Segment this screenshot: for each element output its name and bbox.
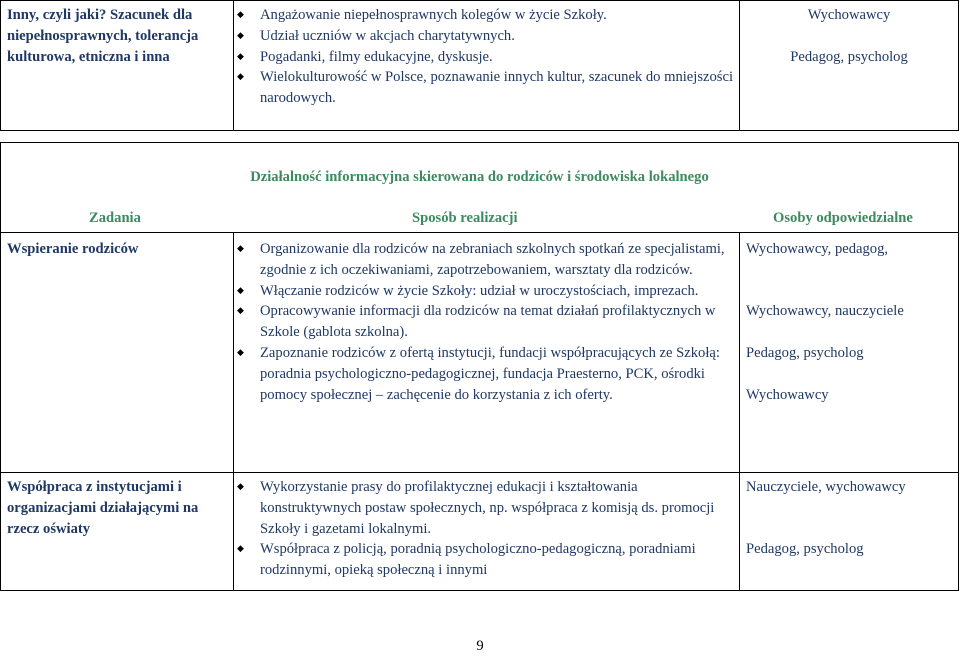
person-entry: Wychowawcy — [746, 386, 829, 403]
list-item: ◆ Udział uczniów w akcjach charytatywnych. — [234, 26, 735, 47]
list-item: ◆ Wielokulturowość w Polsce, poznawanie innych kultur, szacunek do mniejszości narodowych. — [234, 67, 735, 109]
section-title-cell — [1, 143, 959, 233]
top-table — [0, 0, 959, 131]
person-entry: Pedagog, psycholog — [746, 344, 864, 361]
method-cell — [234, 1, 740, 131]
person-entry: Pedagog, psycholog — [790, 48, 908, 65]
page-number: 9 — [476, 638, 484, 654]
section-table — [0, 142, 959, 591]
section-title: Działalność informacyjna skierowana do rodziców i środowiska lokalnego — [250, 169, 709, 186]
person-entry: Pedagog, psycholog — [746, 541, 864, 558]
person-entry: Nauczyciele, wychowawcy — [746, 479, 906, 495]
persons-cell — [740, 233, 959, 473]
persons-cell — [740, 1, 959, 131]
task-cell — [1, 1, 234, 131]
method-list — [234, 239, 733, 405]
task-cell — [1, 233, 234, 473]
person-entry: Wychowawcy, pedagog, — [746, 241, 889, 257]
persons-cell — [740, 473, 959, 591]
task-title: Współpraca z instytucjami i organizacjami działającymi na rzecz oświaty — [7, 479, 199, 537]
task-title: Inny, czyli jaki? Szacunek dla niepełnosprawnych, tolerancja kulturowa, etniczna i inna — [7, 7, 199, 65]
person-entry: Wychowawcy, nauczyciele — [746, 303, 904, 320]
header-persons: Osoby odpowiedzialne — [773, 210, 913, 226]
method-cell — [234, 233, 740, 473]
list-item: ◆ Wykorzystanie prasy do profilaktycznej edukacji i kształtowania konstruktywnych postaw społecznych, np. współpraca z komisją ds. promocji Szkoły i gazetami lokalnymi. — [234, 477, 733, 539]
task-title: Wspieranie rodziców — [7, 241, 139, 257]
list-item: ◆ Włączanie rodziców w życie Szkoły: udział w uroczystościach, imprezach. — [234, 281, 733, 302]
list-item: ◆ Współpraca z policją, poradnią psychologiczno-pedagogiczną, poradniami rodzinnymi, opieką społeczną i innymi — [234, 539, 733, 581]
task-cell — [1, 473, 234, 591]
person-entry: Wychowawcy — [807, 7, 891, 23]
header-method: Sposób realizacji — [412, 210, 518, 226]
method-list — [234, 5, 735, 109]
list-item: ◆ Opracowywanie informacji dla rodziców na temat działań profilaktycznych w Szkole (gablota szkolna). — [234, 301, 733, 343]
method-cell — [234, 473, 740, 591]
header-tasks: Zadania — [89, 210, 141, 226]
list-item: ◆ Organizowanie dla rodziców na zebraniach szkolnych spotkań ze specjalistami, zgodnie z ich oczekiwaniami, zapotrzebowaniem, warsztaty dla rodziców. — [234, 239, 733, 281]
method-list — [234, 477, 733, 581]
list-item: ◆ Pogadanki, filmy edukacyjne, dyskusje. — [234, 47, 735, 68]
list-item: ◆ Zapoznanie rodziców z ofertą instytucji, fundacji współpracujących ze Szkołą: poradnia psychologiczno-pedagogicznej, fundacja Praesterno, PCK, ośrodki pomocy społecznej – zachęcenie do korzystania z ich oferty. — [234, 343, 733, 405]
list-item: ◆ Angażowanie niepełnosprawnych kolegów w życie Szkoły. — [234, 5, 735, 26]
